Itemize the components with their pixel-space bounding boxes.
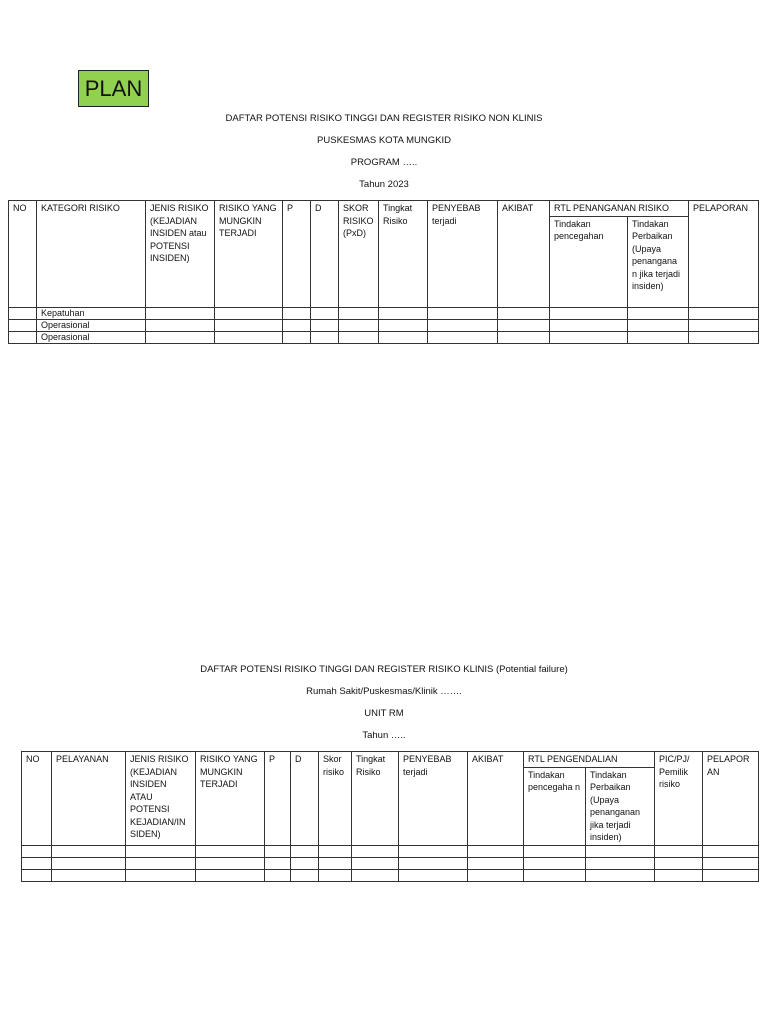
- header-no: NO: [22, 752, 52, 846]
- header-akibat: AKIBAT: [498, 201, 550, 308]
- header-risiko-yang-mungkin-terjadi: RISIKO YANG MUNGKIN TERJADI: [215, 201, 283, 308]
- section2-title-block: [0, 659, 768, 747]
- header-no: NO: [9, 201, 37, 308]
- header-d: D: [311, 201, 339, 308]
- header-kategori-risiko: KATEGORI RISIKO: [37, 201, 146, 308]
- header-rtl-penanganan-risiko: RTL PENANGANAN RISIKO: [550, 201, 689, 217]
- section2-subtitle-year: Tahun …..: [362, 730, 406, 741]
- section2-subtitle-unit: UNIT RM: [364, 708, 404, 719]
- table-row: [22, 869, 759, 881]
- header-penyebab: PENYEBAB terjadi: [428, 201, 498, 308]
- header-penyebab: PENYEBAB terjadi: [399, 752, 468, 846]
- section2-subtitle-facility: Rumah Sakit/Puskesmas/Klinik …….: [306, 686, 462, 697]
- header-d: D: [291, 752, 319, 846]
- header-tindakan-pencegahan: Tindakan pencegahan: [550, 216, 628, 307]
- header-akibat: AKIBAT: [468, 752, 524, 846]
- section1-title: DAFTAR POTENSI RISIKO TINGGI DAN REGISTER RISIKO NON KLINIS: [225, 113, 543, 124]
- header-risiko-yang-mungkin-terjadi: RISIKO YANG MUNGKIN TERJADI: [196, 752, 265, 846]
- header-pelaporan: PELAPOR AN: [703, 752, 759, 846]
- header-rtl-pengendalian: RTL PENGENDALIAN: [524, 752, 655, 768]
- header-skor-risiko: SKOR RISIKO (PxD): [339, 201, 379, 308]
- section1-subtitle-program: PROGRAM …..: [350, 157, 418, 168]
- section2-title: DAFTAR POTENSI RISIKO TINGGI DAN REGISTER RISIKO KLINIS (Potential failure): [200, 664, 568, 675]
- header-p: P: [265, 752, 291, 846]
- header-jenis-risiko: JENIS RISIKO (KEJADIAN INSIDEN atau POTENSI INSIDEN): [146, 201, 215, 308]
- header-tindakan-perbaikan: Tindakan Perbaikan (Upaya penangana n jika terjadi insiden): [628, 216, 689, 307]
- table-row: [9, 331, 759, 343]
- header-pic-pemilik-risiko: PIC/PJ/ Pemilik risiko: [655, 752, 703, 846]
- section1-subtitle-facility: PUSKESMAS KOTA MUNGKID: [317, 135, 451, 146]
- plan-badge: PLAN: [78, 70, 149, 107]
- clinical-risk-register-table: [21, 751, 759, 882]
- section1-title-block: [0, 108, 768, 196]
- header-tingkat-risiko: Tingkat Risiko: [352, 752, 399, 846]
- header-tindakan-pencegahan: Tindakan pencegaha n: [524, 767, 586, 845]
- row-kategori: Operasional: [37, 319, 146, 331]
- header-tindakan-perbaikan: Tindakan Perbaikan (Upaya penanganan jika terjadi insiden): [586, 767, 655, 845]
- header-pelayanan: PELAYANAN: [52, 752, 126, 846]
- table-row: [22, 857, 759, 869]
- header-tingkat-risiko: Tingkat Risiko: [379, 201, 428, 308]
- header-p: P: [283, 201, 311, 308]
- table-row: [9, 319, 759, 331]
- section1-subtitle-year: Tahun 2023: [359, 179, 409, 190]
- row-kategori: Operasional: [37, 331, 146, 343]
- header-jenis-risiko: JENIS RISIKO (KEJADIAN INSIDEN ATAU POTENSI KEJADIAN/IN SIDEN): [126, 752, 196, 846]
- row-kategori: Kepatuhan: [37, 307, 146, 319]
- table-row: [9, 307, 759, 319]
- table-row: [22, 845, 759, 857]
- non-clinical-risk-register-table: [8, 200, 759, 344]
- header-skor-risiko: Skor risiko: [319, 752, 352, 846]
- header-pelaporan: PELAPORAN: [689, 201, 759, 308]
